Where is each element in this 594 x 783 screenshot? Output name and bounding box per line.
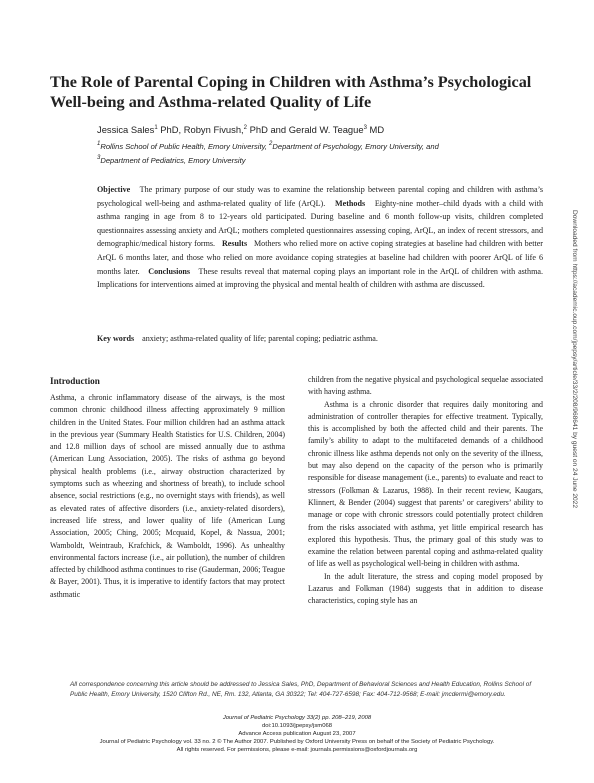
affiliation-mark-1: 1: [97, 141, 101, 147]
journal-citation: Journal of Pediatric Psychology 33(2) pp. 208–219, 2008: [222, 715, 372, 721]
affiliation-line-2: [97, 155, 246, 165]
abstract: [97, 183, 543, 292]
body-column-left: [50, 392, 285, 601]
author-1-degree: PhD,: [160, 124, 182, 135]
author-3-affiliation-mark: 3: [363, 125, 367, 131]
affiliation-mark-3: 3: [97, 155, 101, 161]
correspondence-footnote: All correspondence concerning this article should be addressed to Jessica Sales, PhD, Department of Behavioral Sciences and Health Education, Rollins School of Public Health, Emory University, 1520 Clifton Rd., NE, Rm. 132, Atlanta, GA 30322; Tel: 404-727-6598; Fax: 404-712-9568; E-mail: jmcdermi@emory.edu.: [70, 681, 532, 698]
journal-advance-access: Advance Access publication August 23, 2007: [238, 731, 356, 737]
keywords: [97, 334, 543, 343]
abstract-objective: The primary purpose of our study was to examine the relationship between parental coping and children with asthma’s psychological well-being and asthma-related quality of life (ArQL).: [97, 185, 543, 208]
abstract-methods: Eighty-nine mother–child dyads with a child with asthma ranging in age from 8 to 12-years old participated. During baseline and 6 month follow-up visits, children completed questionnaires assessing anxiety and ArQL; mothers completed questionnaires assessing coping, ArQL, an index of recent stressors, and demographic/medical history forms.: [97, 198, 544, 249]
keywords-text: anxiety; asthma-related quality of life; parental coping; pediatric asthma.: [142, 334, 378, 343]
author-3-degree: MD: [369, 124, 385, 135]
author-2-affiliation-mark: 2: [243, 125, 247, 131]
author-2: Robyn Fivush,: [183, 124, 244, 135]
paragraph: Asthma, a chronic inflammatory disease of the airways, is the most common chronic childhood illness affecting approximately 9 million children in the United States. Four million children had an asthma attack in the previous year (Summary Health Statistics for U.S. Children, 2004) and 12.8 million days of school are missed annually due to asthma (American Lung Association, 2005). The risks of asthma go beyond physical health problems (i.e., airway obstruction characterized by symptoms such as wheezing and shortness of breath), to include school absence, social restrictions (e.g., no overnight stays with friends), as well as elevated rates of affective disorders (i.e., anxiety-related disorders), increased life stress, and lower quality of life (American Lung Association, 2005; Ching, 2005; Mcquaid, Kopel, & Nassua, 2001; Wamboldt, Weintraub, Krafchick, & Wamboldt, 1996). As unhealthy environmental factors increase (i.e., air pollution), the number of children affected by childhood asthma continues to rise (Gauderman, 2006; Teague & Bayer, 2001). Thus, it is imperative to identify factors that may protect asthmatic: [50, 393, 285, 599]
abstract-results-label: Results: [221, 239, 248, 249]
download-watermark: [569, 210, 579, 610]
author-1: Jessica Sales: [97, 124, 155, 135]
paragraph: children from the negative physical and psychological sequelae associated with having asthma.: [308, 375, 543, 397]
abstract-objective-label: Objective: [97, 185, 131, 194]
affiliation-3: Department of Pediatrics, Emory University: [100, 156, 246, 165]
author-list: [97, 124, 384, 135]
abstract-conclusions: These results reveal that maternal coping plays an important role in the ArQL of children with asthma. Implications for interventions aimed at improving the physical and mental health of children with asthma are discussed.: [97, 266, 544, 290]
affiliation-1: Rollins School of Public Health, Emory University,: [100, 142, 267, 151]
body-column-right: [308, 374, 543, 608]
abstract-methods-label: Methods: [334, 198, 366, 208]
download-watermark-text: Downloaded from https://academic.oup.com/jpepsy/article/33/2/208/968641 by guest on 24 June 2022: [571, 210, 578, 509]
affiliation-line-1: [97, 141, 439, 151]
affiliation-2: Department of Psychology, Emory University, and: [272, 142, 439, 151]
keywords-label: Key words: [97, 334, 135, 343]
paragraph: In the adult literature, the stress and coping model proposed by Lazarus and Folkman (1984) suggests that in addition to disease characteristics, coping style has an: [308, 571, 543, 606]
author-2-degree: PhD and Gerald W. Teague: [249, 124, 364, 135]
affiliation-mark-2: 2: [269, 141, 273, 147]
author-1-affiliation-mark: 1: [154, 125, 158, 131]
abstract-conclusions-label: Conclusions: [148, 266, 191, 276]
journal-copyright: Journal of Pediatric Psychology vol. 33 no. 2 © The Author 2007. Published by Oxford University Press on behalf of the Society of Pediatric Psychology.: [99, 739, 495, 745]
abstract-results: Mothers who relied more on active coping strategies at baseline had children with better ArQL 6 months later, and those who relied on more avoidance coping strategies at baseline had children with poorer ArQL of life 6 months later.: [97, 239, 544, 276]
journal-doi: doi:10.1093/jpepsy/jsm068: [261, 723, 333, 729]
paragraph: Asthma is a chronic disorder that requires daily monitoring and administration of controller therapies for effective treatment. Typically, this is accomplished by both the affected child and their parents. The family’s ability to adapt to the multifaceted demands of a childhood chronic illness like asthma depends not only on the severity of the illness, but may also depend on the capacity of the person who is primarily responsible for disease management (i.e., parents) to evaluate and react to stressors (Folkman & Lazarus, 1988). In their recent review, Kaugars, Klinnert, & Bender (2004) suggest that parents’ or caregivers’ ability to manage or cope with chronic stressors could potentially protect children from the risks associated with asthma, yet little empirical research has explored this hypothesis. Thus, the primary goal of this study was to examine the relation between parental coping and asthma-related quality of life as well as psychological well-being in children with asthma.: [308, 399, 543, 569]
section-heading-introduction: Introduction: [50, 376, 100, 386]
article-title: The Role of Parental Coping in Children with Asthma’s Psychological Well-being and Asthma-related Quality of Life: [50, 73, 532, 111]
journal-permissions: All rights reserved. For permissions, please e-mail: journals.permissions@oxfordjournals.org: [176, 747, 418, 753]
